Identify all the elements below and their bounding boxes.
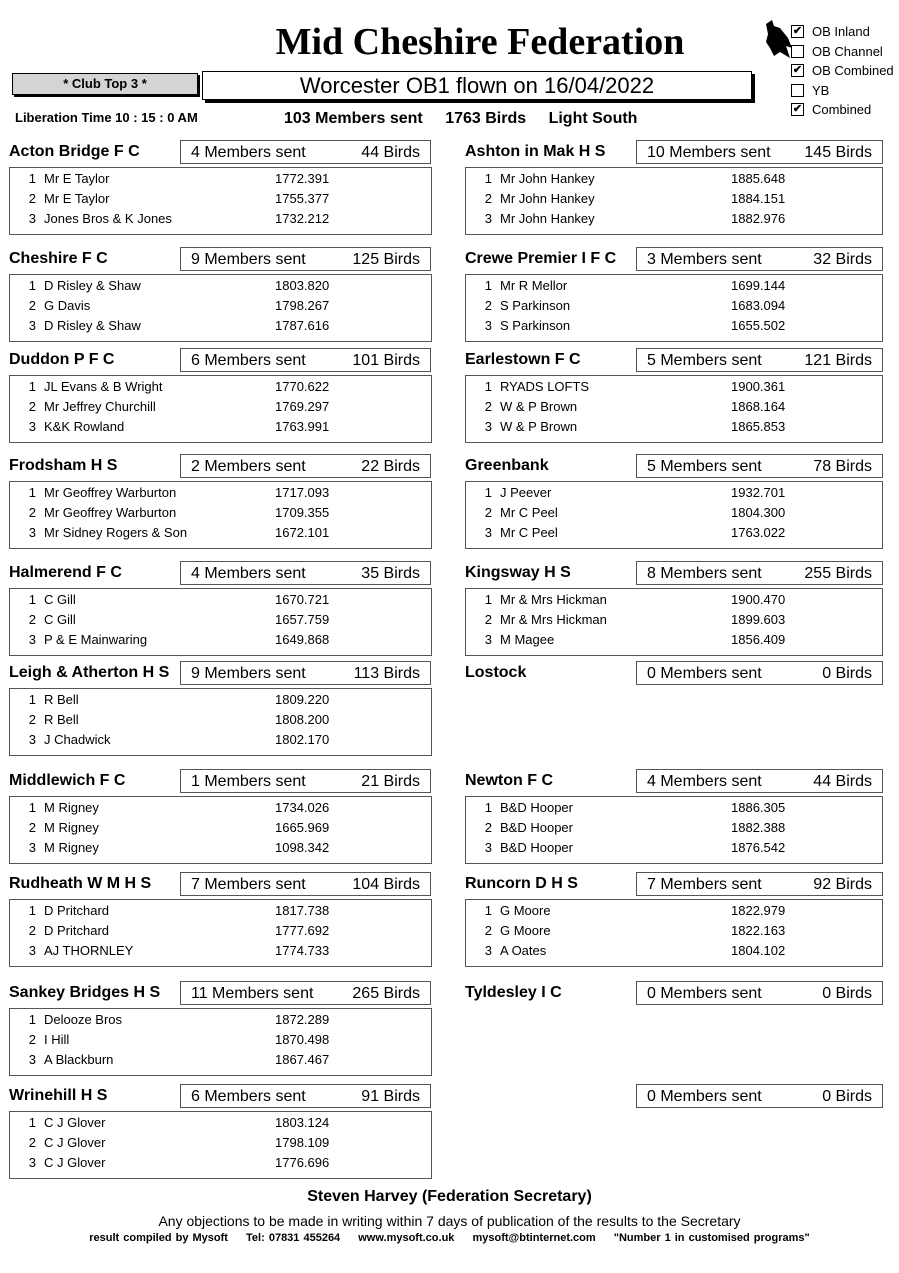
club-entries-box bbox=[636, 561, 883, 585]
velocity: 1803.820 bbox=[275, 278, 330, 293]
members-sent: 2 Members sent bbox=[191, 458, 306, 475]
velocity: 1657.759 bbox=[275, 612, 330, 627]
velocity: 1098.342 bbox=[275, 840, 330, 855]
club-name: Runcorn D H S bbox=[465, 875, 578, 892]
velocity: 1865.853 bbox=[731, 419, 786, 434]
birds-sent: 0 Birds bbox=[822, 1088, 872, 1105]
position: 2 bbox=[484, 298, 492, 313]
birds-sent: 91 Birds bbox=[361, 1088, 420, 1105]
fancier-name: J Peever bbox=[500, 485, 552, 500]
total-members: 103 Members sent bbox=[284, 110, 423, 127]
velocity: 1822.163 bbox=[731, 923, 786, 938]
club-results-table bbox=[9, 1111, 432, 1179]
position: 2 bbox=[28, 923, 36, 938]
velocity: 1804.300 bbox=[731, 505, 786, 520]
website-link[interactable]: www.mysoft.co.uk bbox=[358, 1232, 455, 1244]
club-results-table bbox=[9, 796, 432, 864]
birds-sent: 113 Birds bbox=[353, 665, 420, 682]
position: 2 bbox=[484, 820, 492, 835]
club-entries-box bbox=[180, 247, 431, 271]
fancier-name: Mr & Mrs Hickman bbox=[500, 612, 607, 627]
velocity: 1886.305 bbox=[731, 800, 786, 815]
velocity: 1822.979 bbox=[731, 903, 786, 918]
velocity: 1802.170 bbox=[275, 732, 330, 747]
members-sent: 5 Members sent bbox=[647, 352, 762, 369]
members-sent: 9 Members sent bbox=[191, 665, 306, 682]
fancier-name: D Pritchard bbox=[44, 923, 110, 938]
position: 3 bbox=[28, 419, 36, 434]
position: 2 bbox=[484, 191, 492, 206]
club-entries-box bbox=[636, 872, 883, 896]
fancier-name: Mr R Mellor bbox=[500, 278, 568, 293]
velocity: 1900.361 bbox=[731, 379, 786, 394]
ob-combined-label: OB Combined bbox=[812, 63, 894, 79]
club-entries-box bbox=[180, 661, 431, 685]
objections-note: Any objections to be made in writing within 7 days of publication of the results to the Secretary bbox=[158, 1213, 741, 1229]
velocity: 1774.733 bbox=[275, 943, 330, 958]
fancier-name: RYADS LOFTS bbox=[500, 379, 590, 394]
fancier-name: Mr C Peel bbox=[500, 525, 558, 540]
club-results-table bbox=[465, 899, 883, 967]
liberation-time: Liberation Time 10 : 15 : 0 AM bbox=[15, 110, 198, 125]
ob-inland-label: OB Inland bbox=[812, 24, 870, 40]
club-name: Frodsham H S bbox=[9, 457, 118, 474]
fancier-name: M Magee bbox=[500, 632, 555, 647]
velocity: 1856.409 bbox=[731, 632, 786, 647]
members-sent: 1 Members sent bbox=[191, 773, 306, 790]
velocity: 1777.692 bbox=[275, 923, 330, 938]
club-name: Crewe Premier I F C bbox=[465, 250, 617, 267]
birds-sent: 265 Birds bbox=[352, 985, 420, 1002]
birds-sent: 145 Birds bbox=[804, 144, 872, 161]
velocity: 1787.616 bbox=[275, 318, 330, 333]
fancier-name: G Moore bbox=[500, 923, 551, 938]
position: 2 bbox=[484, 923, 492, 938]
fancier-name: C Gill bbox=[44, 612, 76, 627]
club-entries-box bbox=[636, 140, 883, 164]
velocity: 1763.991 bbox=[275, 419, 330, 434]
fancier-name: A Oates bbox=[500, 943, 547, 958]
position: 1 bbox=[484, 278, 492, 293]
fancier-name: W & P Brown bbox=[500, 399, 578, 414]
fancier-name: Jones Bros & K Jones bbox=[44, 211, 172, 226]
yb-box[interactable] bbox=[791, 84, 804, 97]
pigeon-logo-icon bbox=[762, 18, 794, 60]
club-entries-box bbox=[180, 140, 431, 164]
velocity: 1803.124 bbox=[275, 1115, 330, 1130]
members-sent: 5 Members sent bbox=[647, 458, 762, 475]
fancier-name: S Parkinson bbox=[500, 318, 571, 333]
club-results-table bbox=[9, 899, 432, 967]
velocity: 1672.101 bbox=[275, 525, 330, 540]
position: 3 bbox=[28, 1052, 36, 1067]
club-entries-box bbox=[180, 348, 431, 372]
club-name: Halmerend F C bbox=[9, 564, 122, 581]
club-name: Greenbank bbox=[465, 457, 549, 474]
position: 3 bbox=[484, 211, 492, 226]
club-entries-box bbox=[180, 454, 431, 478]
club-name: Ashton in Mak H S bbox=[465, 143, 606, 160]
position: 2 bbox=[484, 505, 492, 520]
fancier-name: JL Evans & B Wright bbox=[44, 379, 163, 394]
fancier-name: Mr Geoffrey Warburton bbox=[44, 505, 177, 520]
club-results-table bbox=[465, 481, 883, 549]
club-entries-box bbox=[636, 661, 883, 685]
club-results-table bbox=[465, 588, 883, 656]
club-entries-box bbox=[636, 348, 883, 372]
slogan: "Number 1 in customised programs" bbox=[613, 1232, 810, 1244]
club-entries-box bbox=[180, 981, 431, 1005]
velocity: 1870.498 bbox=[275, 1032, 330, 1047]
position: 3 bbox=[28, 632, 36, 647]
members-sent: 0 Members sent bbox=[647, 665, 762, 682]
fancier-name: Mr John Hankey bbox=[500, 211, 595, 226]
velocity: 1804.102 bbox=[731, 943, 786, 958]
position: 1 bbox=[28, 1012, 36, 1027]
velocity: 1872.289 bbox=[275, 1012, 330, 1027]
position: 3 bbox=[28, 1155, 36, 1170]
club-name: Wrinehill H S bbox=[9, 1087, 108, 1104]
position: 1 bbox=[28, 379, 36, 394]
velocity: 1699.144 bbox=[731, 278, 786, 293]
birds-sent: 35 Birds bbox=[361, 565, 420, 582]
club-entries-box bbox=[636, 981, 883, 1005]
position: 3 bbox=[484, 943, 492, 958]
members-sent: 6 Members sent bbox=[191, 1088, 306, 1105]
velocity: 1655.502 bbox=[731, 318, 786, 333]
velocity: 1809.220 bbox=[275, 692, 330, 707]
birds-sent: 92 Birds bbox=[813, 876, 872, 893]
members-sent: 4 Members sent bbox=[191, 144, 306, 161]
club-results-table bbox=[9, 588, 432, 656]
position: 1 bbox=[28, 278, 36, 293]
position: 3 bbox=[484, 419, 492, 434]
club-name: Acton Bridge F C bbox=[9, 143, 140, 160]
members-sent: 7 Members sent bbox=[647, 876, 762, 893]
fancier-name: C J Glover bbox=[44, 1115, 106, 1130]
velocity: 1876.542 bbox=[731, 840, 786, 855]
velocity: 1763.022 bbox=[731, 525, 786, 540]
club-results-table bbox=[465, 274, 883, 342]
combined-box[interactable]: ✔ bbox=[792, 103, 803, 116]
position: 2 bbox=[484, 612, 492, 627]
birds-sent: 78 Birds bbox=[813, 458, 872, 475]
position: 1 bbox=[484, 379, 492, 394]
members-sent: 8 Members sent bbox=[647, 565, 762, 582]
club-entries-box bbox=[180, 1084, 431, 1108]
position: 1 bbox=[484, 592, 492, 607]
velocity: 1772.391 bbox=[275, 171, 330, 186]
footer-credits bbox=[0, 1232, 899, 1244]
position: 2 bbox=[28, 399, 36, 414]
fancier-name: Delooze Bros bbox=[44, 1012, 123, 1027]
fancier-name: W & P Brown bbox=[500, 419, 578, 434]
total-birds: 1763 Birds bbox=[445, 110, 527, 127]
position: 3 bbox=[484, 318, 492, 333]
velocity: 1798.267 bbox=[275, 298, 330, 313]
members-sent: 3 Members sent bbox=[647, 251, 762, 268]
position: 1 bbox=[28, 485, 36, 500]
fancier-name: S Parkinson bbox=[500, 298, 571, 313]
velocity: 1932.701 bbox=[731, 485, 786, 500]
position: 2 bbox=[28, 505, 36, 520]
velocity: 1770.622 bbox=[275, 379, 330, 394]
velocity: 1885.648 bbox=[731, 171, 786, 186]
fancier-name: B&D Hooper bbox=[500, 820, 573, 835]
fancier-name: AJ THORNLEY bbox=[44, 943, 134, 958]
members-sent: 6 Members sent bbox=[191, 352, 306, 369]
fancier-name: Mr Jeffrey Churchill bbox=[44, 399, 156, 414]
club-name: Leigh & Atherton H S bbox=[9, 664, 170, 681]
fancier-name: M Rigney bbox=[44, 800, 99, 815]
position: 2 bbox=[28, 298, 36, 313]
position: 1 bbox=[484, 485, 492, 500]
compiled-by: result compiled by Mysoft bbox=[89, 1232, 228, 1244]
club-name: Kingsway H S bbox=[465, 564, 571, 581]
fancier-name: Mr John Hankey bbox=[500, 171, 595, 186]
ob-combined-box[interactable]: ✔ bbox=[792, 64, 803, 77]
club-results-table bbox=[9, 688, 432, 756]
fancier-name: G Davis bbox=[44, 298, 91, 313]
velocity: 1868.164 bbox=[731, 399, 786, 414]
race-type-checkboxes bbox=[791, 22, 894, 120]
position: 2 bbox=[28, 612, 36, 627]
club-name: Tyldesley I C bbox=[465, 984, 562, 1001]
position: 2 bbox=[28, 820, 36, 835]
club-entries-box bbox=[180, 872, 431, 896]
position: 1 bbox=[28, 903, 36, 918]
club-top-label: * Club Top 3 * bbox=[12, 73, 198, 95]
members-sent: 0 Members sent bbox=[647, 985, 762, 1002]
secretary: Steven Harvey (Federation Secretary) bbox=[307, 1188, 592, 1205]
wind: Light South bbox=[548, 110, 638, 127]
velocity: 1649.868 bbox=[275, 632, 330, 647]
birds-sent: 32 Birds bbox=[813, 251, 872, 268]
position: 2 bbox=[484, 399, 492, 414]
club-results-table bbox=[9, 481, 432, 549]
position: 3 bbox=[28, 211, 36, 226]
fancier-name: D Risley & Shaw bbox=[44, 318, 141, 333]
members-sent: 4 Members sent bbox=[191, 565, 306, 582]
position: 2 bbox=[28, 191, 36, 206]
members-sent: 11 Members sent bbox=[191, 985, 314, 1002]
position: 1 bbox=[484, 903, 492, 918]
club-entries-box bbox=[180, 769, 431, 793]
velocity: 1717.093 bbox=[275, 485, 330, 500]
fancier-name: Mr E Taylor bbox=[44, 171, 110, 186]
members-sent: 4 Members sent bbox=[647, 773, 762, 790]
velocity: 1882.976 bbox=[731, 211, 786, 226]
club-name: Rudheath W M H S bbox=[9, 875, 152, 892]
birds-sent: 101 Birds bbox=[352, 352, 420, 369]
velocity: 1665.969 bbox=[275, 820, 330, 835]
email-link[interactable]: mysoft@btinternet.com bbox=[472, 1232, 596, 1244]
velocity: 1769.297 bbox=[275, 399, 330, 414]
checkbox-combined[interactable] bbox=[791, 100, 894, 120]
club-results-table bbox=[465, 167, 883, 235]
club-entries-box bbox=[180, 561, 431, 585]
fancier-name: A Blackburn bbox=[44, 1052, 114, 1067]
combined-label: Combined bbox=[812, 102, 872, 118]
club-name: Middlewich F C bbox=[9, 772, 126, 789]
ob-channel-label: OB Channel bbox=[812, 43, 883, 59]
position: 3 bbox=[484, 525, 492, 540]
members-sent: 10 Members sent bbox=[647, 144, 771, 161]
position: 2 bbox=[28, 1135, 36, 1150]
fancier-name: Mr John Hankey bbox=[500, 191, 595, 206]
velocity: 1808.200 bbox=[275, 712, 330, 727]
fancier-name: C Gill bbox=[44, 592, 76, 607]
club-results-table bbox=[465, 375, 883, 443]
yb-label: YB bbox=[812, 82, 830, 98]
club-name: Newton F C bbox=[465, 772, 553, 789]
page-title: Mid Cheshire Federation bbox=[275, 21, 685, 63]
birds-sent: 44 Birds bbox=[813, 773, 872, 790]
fancier-name: Mr E Taylor bbox=[44, 191, 110, 206]
position: 1 bbox=[28, 1115, 36, 1130]
position: 3 bbox=[484, 632, 492, 647]
checkbox-ob-combined[interactable] bbox=[791, 61, 894, 81]
birds-sent: 125 Birds bbox=[352, 251, 420, 268]
race-title: Worcester OB1 flown on 16/04/2022 bbox=[202, 71, 752, 100]
velocity: 1709.355 bbox=[275, 505, 330, 520]
telephone: Tel: 07831 455264 bbox=[246, 1232, 341, 1244]
velocity: 1776.696 bbox=[275, 1155, 330, 1170]
position: 3 bbox=[28, 525, 36, 540]
members-sent: 7 Members sent bbox=[191, 876, 306, 893]
velocity: 1732.212 bbox=[275, 211, 330, 226]
fancier-name: R Bell bbox=[44, 692, 79, 707]
birds-sent: 21 Birds bbox=[361, 773, 420, 790]
checkbox-yb[interactable] bbox=[791, 81, 894, 101]
fancier-name: Mr Sidney Rogers & Son bbox=[44, 525, 188, 540]
fancier-name: D Risley & Shaw bbox=[44, 278, 141, 293]
club-name: Cheshire F C bbox=[9, 250, 108, 267]
checkbox-ob-channel[interactable] bbox=[791, 42, 894, 62]
birds-sent: 0 Birds bbox=[822, 665, 872, 682]
birds-sent: 121 Birds bbox=[804, 352, 872, 369]
fancier-name: C J Glover bbox=[44, 1135, 106, 1150]
checkbox-ob-inland[interactable] bbox=[791, 22, 894, 42]
club-name: Sankey Bridges H S bbox=[9, 984, 161, 1001]
club-results-table bbox=[9, 375, 432, 443]
velocity: 1900.470 bbox=[731, 592, 786, 607]
position: 1 bbox=[484, 800, 492, 815]
fancier-name: K&K Rowland bbox=[44, 419, 125, 434]
velocity: 1734.026 bbox=[275, 800, 330, 815]
position: 3 bbox=[28, 318, 36, 333]
members-sent: 0 Members sent bbox=[647, 1088, 762, 1105]
velocity: 1683.094 bbox=[731, 298, 786, 313]
club-results-table bbox=[9, 1008, 432, 1076]
velocity: 1817.738 bbox=[275, 903, 330, 918]
members-sent: 9 Members sent bbox=[191, 251, 306, 268]
velocity: 1670.721 bbox=[275, 592, 330, 607]
position: 1 bbox=[28, 171, 36, 186]
birds-sent: 0 Birds bbox=[822, 985, 872, 1002]
club-results-table bbox=[9, 274, 432, 342]
ob-channel-box[interactable] bbox=[791, 45, 804, 58]
velocity: 1755.377 bbox=[275, 191, 330, 206]
position: 3 bbox=[484, 840, 492, 855]
fancier-name: M Rigney bbox=[44, 820, 99, 835]
position: 2 bbox=[28, 712, 36, 727]
velocity: 1899.603 bbox=[731, 612, 786, 627]
velocity: 1798.109 bbox=[275, 1135, 330, 1150]
club-results-table bbox=[465, 796, 883, 864]
fancier-name: Mr Geoffrey Warburton bbox=[44, 485, 177, 500]
velocity: 1867.467 bbox=[275, 1052, 330, 1067]
club-name: Earlestown F C bbox=[465, 351, 581, 368]
position: 3 bbox=[28, 732, 36, 747]
club-name: Lostock bbox=[465, 664, 527, 681]
fancier-name: G Moore bbox=[500, 903, 551, 918]
club-name: Duddon P F C bbox=[9, 351, 115, 368]
club-entries-box bbox=[636, 454, 883, 478]
ob-inland-box[interactable]: ✔ bbox=[792, 25, 803, 38]
position: 2 bbox=[28, 1032, 36, 1047]
birds-sent: 44 Birds bbox=[361, 144, 420, 161]
fancier-name: P & E Mainwaring bbox=[44, 632, 148, 647]
fancier-name: Mr C Peel bbox=[500, 505, 558, 520]
club-entries-box bbox=[636, 1084, 883, 1108]
fancier-name: R Bell bbox=[44, 712, 79, 727]
position: 1 bbox=[484, 171, 492, 186]
club-results-table bbox=[9, 167, 432, 235]
fancier-name: B&D Hooper bbox=[500, 800, 573, 815]
position: 3 bbox=[28, 840, 36, 855]
position: 3 bbox=[28, 943, 36, 958]
fancier-name: Mr & Mrs Hickman bbox=[500, 592, 607, 607]
birds-sent: 104 Birds bbox=[352, 876, 420, 893]
club-entries-box bbox=[636, 247, 883, 271]
race-totals bbox=[284, 110, 655, 128]
position: 1 bbox=[28, 592, 36, 607]
velocity: 1882.388 bbox=[731, 820, 786, 835]
fancier-name: M Rigney bbox=[44, 840, 99, 855]
fancier-name: J Chadwick bbox=[44, 732, 111, 747]
birds-sent: 255 Birds bbox=[804, 565, 872, 582]
club-entries-box bbox=[636, 769, 883, 793]
fancier-name: D Pritchard bbox=[44, 903, 110, 918]
fancier-name: C J Glover bbox=[44, 1155, 106, 1170]
velocity: 1884.151 bbox=[731, 191, 786, 206]
fancier-name: I Hill bbox=[44, 1032, 70, 1047]
position: 1 bbox=[28, 692, 36, 707]
fancier-name: B&D Hooper bbox=[500, 840, 573, 855]
birds-sent: 22 Birds bbox=[361, 458, 420, 475]
position: 1 bbox=[28, 800, 36, 815]
